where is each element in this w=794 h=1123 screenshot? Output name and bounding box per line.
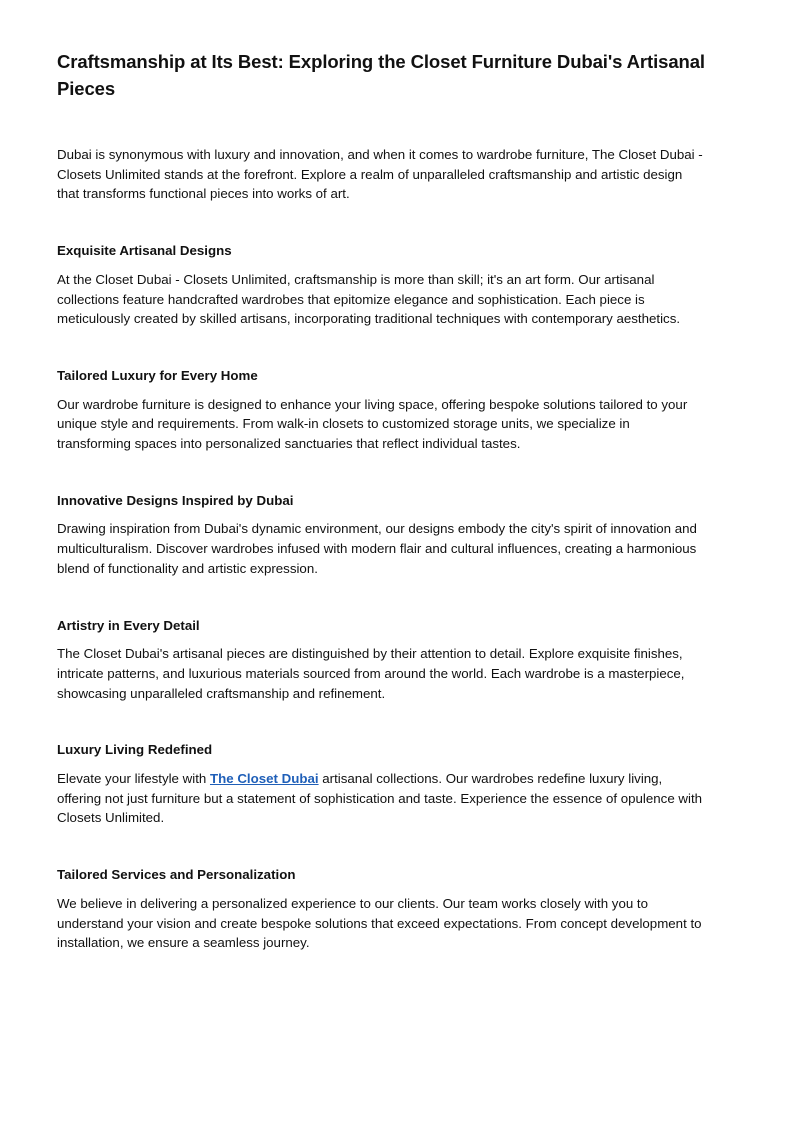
section-luxury-living-redefined — [57, 740, 705, 828]
page-title: Craftsmanship at Its Best: Exploring the Closet Furniture Dubai's Artisanal Pieces — [57, 51, 705, 99]
section-heading: Tailored Luxury for Every Home — [57, 367, 258, 383]
section-body-after-link: artisanal collections. Our wardrobes redefine luxury living, offering not just furniture but a statement of sophistication and taste. Experience the essence of opulence with Closets Unlimited. — [57, 771, 703, 826]
intro-paragraph: Dubai is synonymous with luxury and innovation, and when it comes to wardrobe furniture, The Closet Dubai - Closets Unlimited stands at the forefront. Explore a realm of unparalleled craftsmanship and artistic design that transforms functional pieces into works of art. — [57, 147, 703, 202]
section-heading: Artistry in Every Detail — [57, 617, 200, 633]
section-body: At the Closet Dubai - Closets Unlimited, craftsmanship is more than skill; it's an art form. Our artisanal collections feature handcrafted wardrobes that epitomize elegance and sophistication. Each piece is meticulously created by skilled artisans, incorporating traditional techniques with contemporary aesthetics. — [57, 271, 681, 327]
section-body: Drawing inspiration from Dubai's dynamic environment, our designs embody the city's spirit of innovation and multiculturalism. Discover wardrobes infused with modern flair and cultural influences, creating a harmonious blend of functionality and artistic expression. — [57, 521, 697, 576]
section-tailored-services — [57, 865, 705, 953]
section-body — [57, 769, 705, 828]
document-page — [57, 48, 705, 990]
section-heading: Tailored Services and Personalization — [57, 867, 296, 883]
section-heading: Exquisite Artisanal Designs — [57, 243, 232, 259]
section-tailored-luxury — [57, 366, 705, 454]
section-artistry-in-detail — [57, 616, 705, 704]
section-body: We believe in delivering a personalized experience to our clients. Our team works closely with you to understand your vision and create bespoke solutions that exceed expectations. From concept development to installation, we ensure a seamless journey. — [57, 895, 702, 951]
section-body-before-link: Elevate your lifestyle with — [57, 771, 210, 787]
section-body: The Closet Dubai's artisanal pieces are distinguished by their attention to detail. Explore exquisite finishes, intricate patterns, and luxurious materials sourced from around the world. Each wardrobe is a masterpiece, showcasing unparalleled craftsmanship and refinement. — [57, 646, 685, 701]
section-innovative-designs — [57, 491, 705, 579]
section-exquisite-artisanal-designs — [57, 241, 705, 329]
section-body: Our wardrobe furniture is designed to enhance your living space, offering bespoke solutions tailored to your unique style and requirements. From walk-in closets to customized storage units, we specialize in transforming spaces into personalized sanctuaries that reflect individual tastes. — [57, 396, 688, 452]
section-heading: Innovative Designs Inspired by Dubai — [57, 492, 294, 508]
the-closet-dubai-link[interactable]: The Closet Dubai — [209, 771, 319, 787]
section-heading: Luxury Living Redefined — [57, 742, 213, 758]
